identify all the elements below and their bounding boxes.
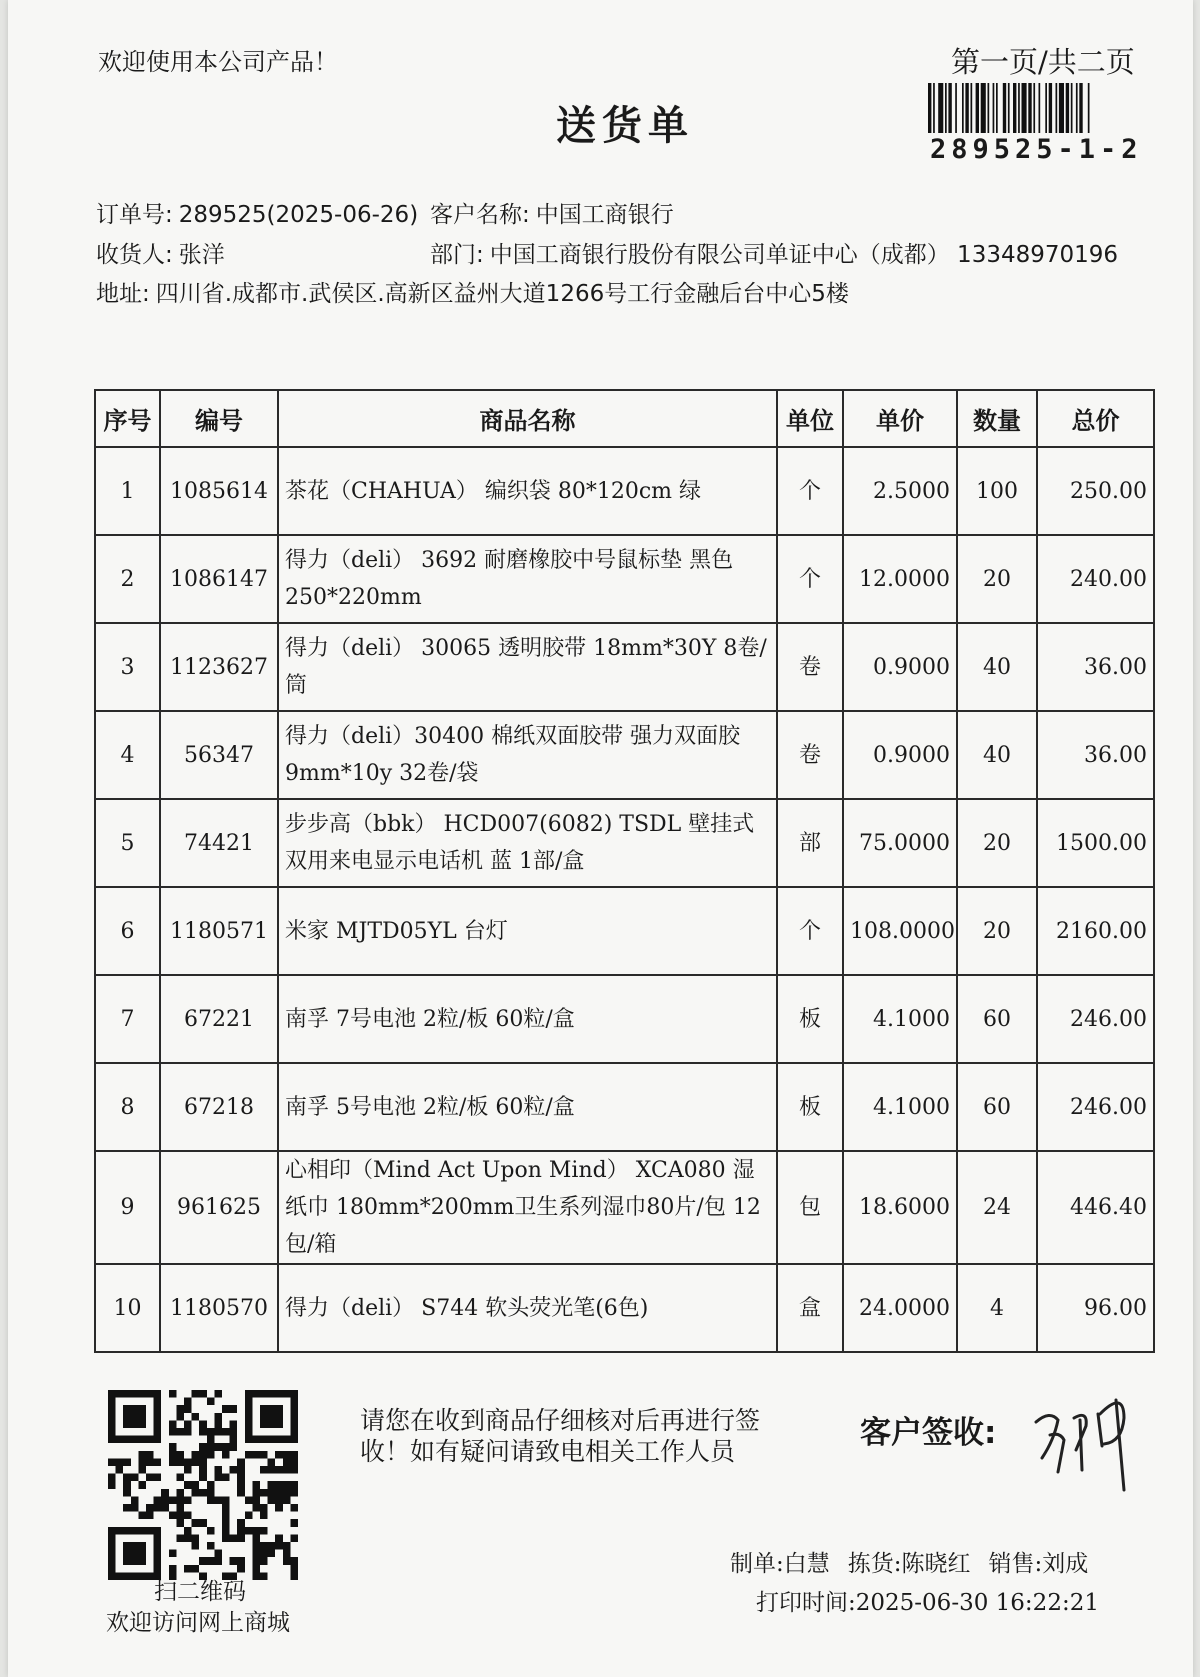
- table-header-row: [95, 390, 1154, 447]
- receipt-notice: 请您在收到商品仔细核对后再进行签收！如有疑问请致电相关工作人员: [360, 1406, 761, 1466]
- delivery-note-sheet: [8, 0, 1193, 1677]
- address-value: 四川省.成都市.武侯区.高新区益州大道1266号工行金融后台中心5楼: [155, 281, 849, 307]
- customer-name: [430, 196, 674, 229]
- table-row: [95, 535, 1154, 623]
- cell-seq: 4: [95, 711, 160, 799]
- cell-name: 步步高（bbk） HCD007(6082) TSDL 壁挂式双用来电显示电话机 蓝 1部/盒: [278, 799, 777, 887]
- cell-name: 米家 MJTD05YL 台灯: [278, 887, 777, 975]
- cell-code: 56347: [160, 711, 278, 799]
- header-name: 商品名称: [278, 390, 777, 447]
- receiver-value: 张洋: [178, 242, 225, 268]
- cell-code: 67218: [160, 1063, 278, 1151]
- staff-info: [730, 1545, 1106, 1578]
- receiver-label: 收货人:: [96, 242, 173, 268]
- customer-name-label: 客户名称:: [430, 202, 530, 228]
- qr-code-image: [108, 1390, 298, 1580]
- address-label: 地址:: [96, 281, 150, 307]
- cell-qty: 60: [957, 975, 1037, 1063]
- qr-caption-mall: 欢迎访问网上商城: [106, 1610, 290, 1636]
- cell-unit: 板: [777, 1063, 843, 1151]
- cell-unit: 卷: [777, 711, 843, 799]
- cell-price: 0.9000: [843, 711, 957, 799]
- cell-unit: 部: [777, 799, 843, 887]
- cell-price: 2.5000: [843, 447, 957, 535]
- header-price: 单价: [843, 390, 957, 447]
- header-qty: 数量: [957, 390, 1037, 447]
- header-seq: 序号: [95, 390, 160, 447]
- table-row: [95, 1151, 1154, 1264]
- table-row: [95, 887, 1154, 975]
- department: [430, 236, 1118, 269]
- barcode-number: 289525-1-2: [930, 134, 1143, 165]
- cell-seq: 3: [95, 623, 160, 711]
- cell-seq: 2: [95, 535, 160, 623]
- cell-name: 得力（deli） S744 软头荧光笔(6色): [278, 1264, 777, 1352]
- order-number: [96, 196, 418, 229]
- cell-unit: 个: [777, 535, 843, 623]
- header-unit: 单位: [777, 390, 843, 447]
- header-code: 编号: [160, 390, 278, 447]
- cell-unit: 个: [777, 447, 843, 535]
- cell-total: 250.00: [1037, 447, 1154, 535]
- cell-total: 446.40: [1037, 1151, 1154, 1264]
- cell-qty: 40: [957, 711, 1037, 799]
- picker: 拣货:陈晓红: [847, 1551, 971, 1577]
- table-row: [95, 799, 1154, 887]
- table-row: [95, 975, 1154, 1063]
- order-number-value: 289525(2025-06-26): [178, 202, 419, 228]
- cell-code: 1086147: [160, 535, 278, 623]
- cell-total: 246.00: [1037, 1063, 1154, 1151]
- cell-price: 0.9000: [843, 623, 957, 711]
- cell-name: 南孚 5号电池 2粒/板 60粒/盒: [278, 1063, 777, 1151]
- cell-code: 1180571: [160, 887, 278, 975]
- customer-name-value: 中国工商银行: [535, 202, 674, 228]
- cell-total: 246.00: [1037, 975, 1154, 1063]
- cell-seq: 6: [95, 887, 160, 975]
- maker: 制单:白慧: [730, 1551, 830, 1577]
- cell-code: 74421: [160, 799, 278, 887]
- cell-seq: 5: [95, 799, 160, 887]
- print-time: 打印时间:2025-06-30 16:22:21: [756, 1590, 1099, 1616]
- department-label: 部门:: [430, 242, 484, 268]
- receiver: [96, 236, 225, 269]
- cell-seq: 10: [95, 1264, 160, 1352]
- cell-seq: 8: [95, 1063, 160, 1151]
- cell-name: 得力（deli）30400 棉纸双面胶带 强力双面胶 9mm*10y 32卷/袋: [278, 711, 777, 799]
- cell-seq: 7: [95, 975, 160, 1063]
- table-row: [95, 711, 1154, 799]
- cell-unit: 个: [777, 887, 843, 975]
- customer-sign-label: 客户签收:: [860, 1415, 997, 1451]
- cell-price: 24.0000: [843, 1264, 957, 1352]
- cell-name: 得力（deli） 3692 耐磨橡胶中号鼠标垫 黑色 250*220mm: [278, 535, 777, 623]
- table-row: [95, 1063, 1154, 1151]
- sales: 销售:刘成: [988, 1551, 1089, 1577]
- cell-name: 南孚 7号电池 2粒/板 60粒/盒: [278, 975, 777, 1063]
- page-title: 送货单: [556, 103, 694, 149]
- cell-price: 18.6000: [843, 1151, 957, 1264]
- cell-total: 2160.00: [1037, 887, 1154, 975]
- address: [96, 275, 849, 308]
- handwritten-signature: [1028, 1380, 1148, 1495]
- cell-total: 1500.00: [1037, 799, 1154, 887]
- cell-qty: 20: [957, 887, 1037, 975]
- cell-code: 67221: [160, 975, 278, 1063]
- cell-code: 961625: [160, 1151, 278, 1264]
- cell-qty: 24: [957, 1151, 1037, 1264]
- cell-unit: 板: [777, 975, 843, 1063]
- cell-unit: 盒: [777, 1264, 843, 1352]
- cell-qty: 40: [957, 623, 1037, 711]
- cell-price: 4.1000: [843, 1063, 957, 1151]
- cell-total: 96.00: [1037, 1264, 1154, 1352]
- cell-total: 36.00: [1037, 623, 1154, 711]
- cell-unit: 卷: [777, 623, 843, 711]
- cell-qty: 20: [957, 535, 1037, 623]
- department-value: 中国工商银行股份有限公司单证中心（成都） 13348970196: [489, 242, 1119, 268]
- cell-unit: 包: [777, 1151, 843, 1264]
- cell-qty: 100: [957, 447, 1037, 535]
- cell-price: 75.0000: [843, 799, 957, 887]
- items-table: [94, 389, 1155, 1353]
- cell-qty: 4: [957, 1264, 1037, 1352]
- cell-total: 240.00: [1037, 535, 1154, 623]
- table-row: [95, 447, 1154, 535]
- table-row: [95, 1264, 1154, 1352]
- cell-name: 心相印（Mind Act Upon Mind） XCA080 湿纸巾 180mm*200mm卫生系列湿巾80片/包 12包/箱: [278, 1151, 777, 1264]
- cell-qty: 60: [957, 1063, 1037, 1151]
- page-info: 第一页/共二页: [951, 45, 1135, 79]
- cell-price: 4.1000: [843, 975, 957, 1063]
- cell-price: 12.0000: [843, 535, 957, 623]
- cell-seq: 9: [95, 1151, 160, 1264]
- welcome-text: 欢迎使用本公司产品！: [98, 48, 338, 76]
- cell-code: 1180570: [160, 1264, 278, 1352]
- cell-code: 1085614: [160, 447, 278, 535]
- table-row: [95, 623, 1154, 711]
- order-number-label: 订单号:: [96, 202, 173, 228]
- cell-name: 得力（deli） 30065 透明胶带 18mm*30Y 8卷/筒: [278, 623, 777, 711]
- cell-qty: 20: [957, 799, 1037, 887]
- cell-code: 1123627: [160, 623, 278, 711]
- header-total: 总价: [1037, 390, 1154, 447]
- cell-name: 茶花（CHAHUA） 编织袋 80*120cm 绿: [278, 447, 777, 535]
- cell-price: 108.0000: [843, 887, 957, 975]
- cell-seq: 1: [95, 447, 160, 535]
- cell-total: 36.00: [1037, 711, 1154, 799]
- qr-caption-scan: 扫二维码: [154, 1579, 246, 1605]
- barcode-image: [928, 83, 1138, 133]
